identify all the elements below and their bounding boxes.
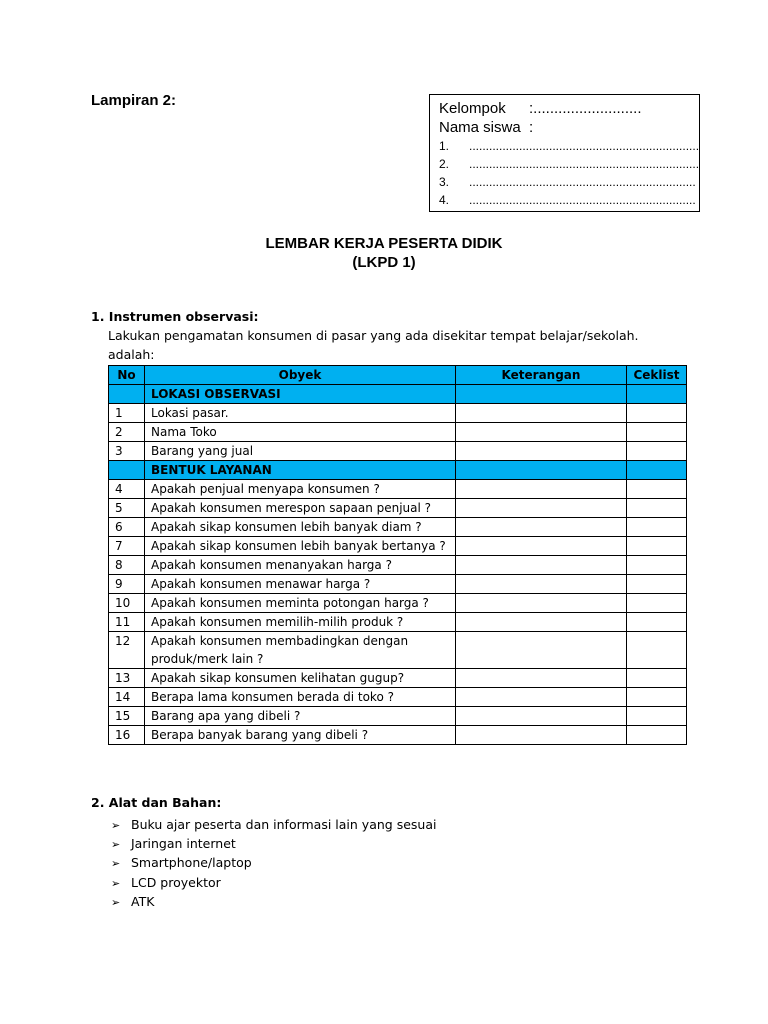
cell-keterangan[interactable] xyxy=(456,518,627,537)
table-row xyxy=(109,518,687,537)
member-number: 2. xyxy=(439,157,450,171)
table-row xyxy=(109,537,687,556)
cell-keterangan[interactable] xyxy=(456,594,627,613)
cell-ceklist[interactable] xyxy=(627,669,687,688)
cell-ceklist[interactable] xyxy=(627,575,687,594)
cell-keterangan[interactable] xyxy=(456,423,627,442)
cell-obyek: Apakah konsumen meminta potongan harga ? xyxy=(145,594,456,613)
cell-no: 14 xyxy=(109,688,145,707)
arrow-bullet-icon: ➢ xyxy=(111,857,121,871)
list-item xyxy=(111,873,436,892)
table-row xyxy=(109,613,687,632)
nama-siswa-row xyxy=(439,118,699,137)
cell-no: 5 xyxy=(109,499,145,518)
cell-keterangan[interactable] xyxy=(456,442,627,461)
cell-keterangan[interactable] xyxy=(456,613,627,632)
cell-obyek xyxy=(145,632,456,669)
header-obyek: Obyek xyxy=(145,366,456,385)
arrow-bullet-icon: ➢ xyxy=(111,819,121,832)
table-row xyxy=(109,404,687,423)
member-line xyxy=(439,155,699,173)
cell-obyek: Nama Toko xyxy=(145,423,456,442)
header-no: No xyxy=(109,366,145,385)
cell-keterangan[interactable] xyxy=(456,404,627,423)
cell-ceklist[interactable] xyxy=(627,537,687,556)
cell-no: 4 xyxy=(109,480,145,499)
arrow-bullet-icon: ➢ xyxy=(111,838,121,852)
cell-keterangan[interactable] xyxy=(456,499,627,518)
table-row xyxy=(109,688,687,707)
cell-ceklist[interactable] xyxy=(627,726,687,745)
nama-siswa-value: : xyxy=(529,119,534,136)
cell-obyek: Apakah konsumen menanyakan harga ? xyxy=(145,556,456,575)
list-item-text: Jaringan internet xyxy=(131,836,236,852)
cell-no: 13 xyxy=(109,669,145,688)
list-item xyxy=(111,853,436,872)
arrow-bullet-icon: ➢ xyxy=(111,895,121,909)
observation-table xyxy=(108,365,687,745)
cell-ceklist[interactable] xyxy=(627,632,687,669)
cell-ceklist[interactable] xyxy=(627,688,687,707)
member-line xyxy=(439,137,699,155)
cell-obyek-line2: produk/merk lain ? xyxy=(151,652,264,666)
cell-keterangan[interactable] xyxy=(456,556,627,575)
kelompok-value: :.......................... xyxy=(529,100,642,117)
cell-keterangan[interactable] xyxy=(456,537,627,556)
table-row xyxy=(109,726,687,745)
cell-obyek: Apakah sikap konsumen lebih banyak diam ? xyxy=(145,518,456,537)
cell-obyek: Barang yang jual xyxy=(145,442,456,461)
cell-ceklist[interactable] xyxy=(627,613,687,632)
section2-heading: 2. Alat dan Bahan: xyxy=(91,795,222,810)
member-number: 3. xyxy=(439,175,450,189)
cell-no xyxy=(109,385,145,404)
member-line xyxy=(439,173,699,191)
cell-no: 2 xyxy=(109,423,145,442)
cell-ceklist[interactable] xyxy=(627,518,687,537)
cell-obyek: Berapa banyak barang yang dibeli ? xyxy=(145,726,456,745)
header-keterangan: Keterangan xyxy=(456,366,627,385)
group-info-box xyxy=(429,94,700,212)
table-row xyxy=(109,594,687,613)
cell-no: 10 xyxy=(109,594,145,613)
table-row xyxy=(109,632,687,669)
lampiran-label: Lampiran 2: xyxy=(91,92,177,109)
table-row xyxy=(109,707,687,726)
cell-obyek: Apakah konsumen menawar harga ? xyxy=(145,575,456,594)
cell-obyek: Apakah penjual menyapa konsumen ? xyxy=(145,480,456,499)
cell-keterangan[interactable] xyxy=(456,688,627,707)
member-dots: .................................................................... xyxy=(469,175,696,189)
cell-no xyxy=(109,461,145,480)
table-row xyxy=(109,499,687,518)
cell-keterangan xyxy=(456,385,627,404)
table-row xyxy=(109,556,687,575)
cell-no: 6 xyxy=(109,518,145,537)
kelompok-row xyxy=(439,99,699,118)
cell-obyek-line1: Apakah konsumen membadingkan dengan xyxy=(151,634,409,648)
cell-keterangan[interactable] xyxy=(456,575,627,594)
table-row xyxy=(109,423,687,442)
cell-no: 9 xyxy=(109,575,145,594)
section-row-layanan xyxy=(109,461,687,480)
section-label: BENTUK LAYANAN xyxy=(145,461,456,480)
table-header-row xyxy=(109,366,687,385)
cell-obyek: Apakah konsumen memilih-milih produk ? xyxy=(145,613,456,632)
cell-ceklist[interactable] xyxy=(627,480,687,499)
cell-ceklist xyxy=(627,385,687,404)
member-dots: .................................................................... xyxy=(469,193,696,207)
document-title: LEMBAR KERJA PESERTA DIDIK xyxy=(265,235,503,252)
cell-no: 15 xyxy=(109,707,145,726)
table-row xyxy=(109,669,687,688)
section1-heading: 1. Instrumen observasi: xyxy=(91,309,259,324)
cell-obyek: Lokasi pasar. xyxy=(145,404,456,423)
list-item xyxy=(111,834,436,853)
member-dots: ..................................................................... xyxy=(469,157,700,171)
cell-no: 7 xyxy=(109,537,145,556)
cell-ceklist[interactable] xyxy=(627,707,687,726)
cell-keterangan[interactable] xyxy=(456,632,627,669)
member-number: 1. xyxy=(439,139,450,153)
cell-ceklist[interactable] xyxy=(627,423,687,442)
cell-ceklist xyxy=(627,461,687,480)
member-number: 4. xyxy=(439,193,450,207)
table-row xyxy=(109,480,687,499)
section-row-lokasi xyxy=(109,385,687,404)
cell-ceklist[interactable] xyxy=(627,594,687,613)
cell-ceklist[interactable] xyxy=(627,442,687,461)
table-row xyxy=(109,575,687,594)
section1-instruction: Lakukan pengamatan konsumen di pasar yang ada disekitar tempat belajar/sekolah. xyxy=(108,328,639,343)
cell-ceklist[interactable] xyxy=(627,499,687,518)
cell-no: 3 xyxy=(109,442,145,461)
list-item-text: ATK xyxy=(131,893,155,909)
cell-ceklist[interactable] xyxy=(627,556,687,575)
cell-ceklist[interactable] xyxy=(627,404,687,423)
arrow-bullet-icon: ➢ xyxy=(111,876,121,890)
cell-obyek: Apakah sikap konsumen kelihatan gugup? xyxy=(145,669,456,688)
section-label: LOKASI OBSERVASI xyxy=(145,385,456,404)
cell-keterangan[interactable] xyxy=(456,480,627,499)
cell-obyek: Apakah konsumen merespon sapaan penjual ? xyxy=(145,499,456,518)
cell-no: 11 xyxy=(109,613,145,632)
cell-keterangan[interactable] xyxy=(456,726,627,745)
table-row xyxy=(109,442,687,461)
cell-keterangan xyxy=(456,461,627,480)
cell-keterangan[interactable] xyxy=(456,669,627,688)
cell-no: 16 xyxy=(109,726,145,745)
cell-keterangan[interactable] xyxy=(456,707,627,726)
cell-no: 8 xyxy=(109,556,145,575)
list-item-text: Buku ajar peserta dan informasi lain yang sesuai xyxy=(131,817,437,832)
section1-instruction-continued: adalah: xyxy=(108,347,155,362)
materials-list xyxy=(111,815,436,911)
list-item xyxy=(111,815,436,834)
list-item xyxy=(111,892,436,911)
member-line xyxy=(439,191,699,209)
list-item-text: Smartphone/laptop xyxy=(131,855,252,871)
header-ceklist: Ceklist xyxy=(627,366,687,385)
cell-obyek: Berapa lama konsumen berada di toko ? xyxy=(145,688,456,707)
cell-obyek: Barang apa yang dibeli ? xyxy=(145,707,456,726)
document-subtitle: (LKPD 1) xyxy=(352,254,416,271)
list-item-text: LCD proyektor xyxy=(131,874,221,890)
cell-no: 12 xyxy=(109,632,145,669)
cell-no: 1 xyxy=(109,404,145,423)
member-dots: ..................................................................... xyxy=(469,139,700,153)
nama-siswa-label: Nama siswa xyxy=(439,119,521,136)
cell-obyek: Apakah sikap konsumen lebih banyak bertanya ? xyxy=(145,537,456,556)
kelompok-label: Kelompok xyxy=(439,100,506,117)
